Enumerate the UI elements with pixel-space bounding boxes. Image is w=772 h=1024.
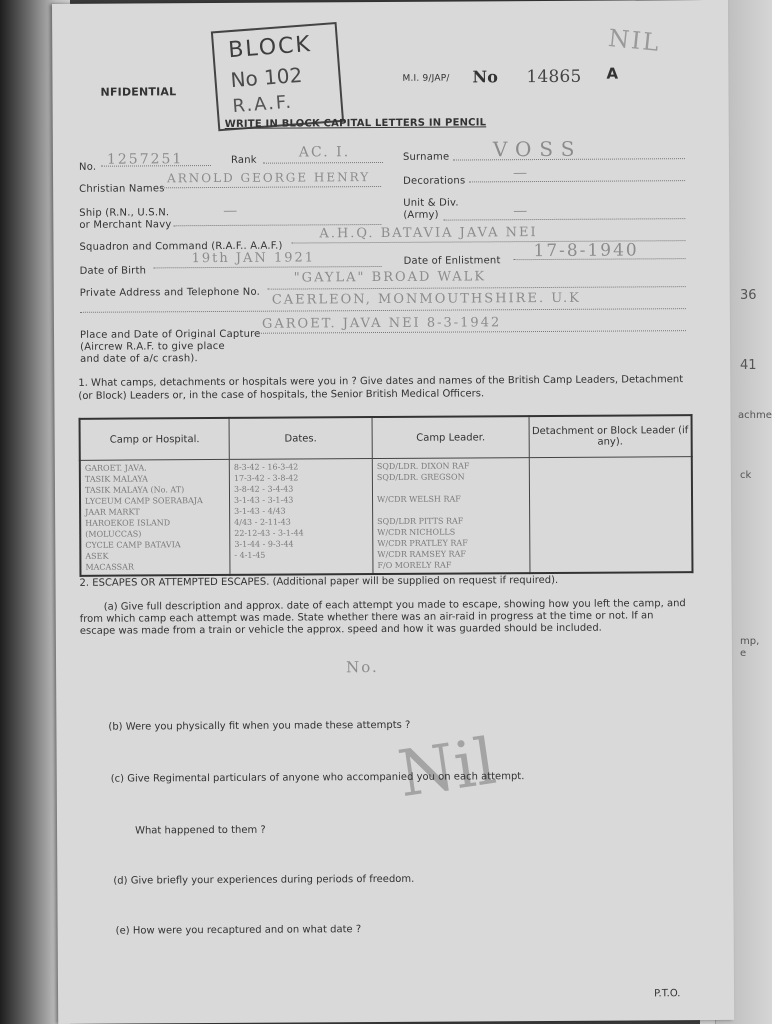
question-2c-follow: What happened to them ? <box>135 824 266 837</box>
dates-cell: 8-3-42 - 16-3-42 17-3-42 - 3-8-42 3-8-42 - 3-4-43 3-1-43 - 3-1-43 3-1-43 - 4/43 4/43 - 2-11-43 22-12-43 - 3-1-44 3-1-44 - 9-3-44 - 4-1-45 <box>229 459 373 575</box>
address-line: CAERLEON, MONMOUTHSHIRE. U.K <box>271 290 581 308</box>
table-header: Camp Leader. <box>372 416 529 458</box>
answer-2c: Nil <box>393 724 501 813</box>
instruction-heading: WRITE IN BLOCK CAPITAL LETTERS IN PENCIL <box>224 117 487 130</box>
field-label: Surname <box>402 151 450 163</box>
field-label: (Army) <box>403 209 439 221</box>
table-header: Detachment or Block Leader (if any). <box>529 415 692 457</box>
question-2e: (e) How were you recaptured and on what date ? <box>115 924 362 937</box>
field-label: Date of Birth <box>79 265 147 277</box>
field-label: No. <box>78 161 97 173</box>
capture-value: GAROET. JAVA NEI 8-3-1942 <box>261 315 502 332</box>
table-header: Camp or Hospital. <box>80 418 230 460</box>
stamp-line: R.A.F. <box>231 91 294 118</box>
decorations-value: — <box>512 165 530 182</box>
field-label: Rank <box>230 154 257 166</box>
service-number: 1257251 <box>106 151 184 168</box>
confidential-label: NFIDENTIAL <box>100 85 177 99</box>
field-label: or Merchant Navy <box>79 219 172 231</box>
side-fragment: e <box>740 648 747 659</box>
enlistment-value: 17-8-1940 <box>533 240 639 262</box>
unit-value: — <box>513 203 530 220</box>
christian-names-value: ARNOLD GEORGE HENRY <box>167 170 371 186</box>
question-2a-cont: escape was made from a train or vehicle the approx. speed and how it was guarded should be included. <box>79 622 602 637</box>
question-1: 1. What camps, detachments or hospitals were you in ? Give dates and names of the British Camp Leaders, Detachment <box>78 374 684 389</box>
squadron-value: A.H.Q. BATAVIA JAVA NEI <box>319 225 538 242</box>
question-2: 2. ESCAPES OR ATTEMPTED ESCAPES. (Additional paper will be supplied on request if required). <box>79 574 559 589</box>
questionnaire-sheet <box>52 0 734 1024</box>
field-label: (Aircrew R.A.F. to give place <box>80 340 225 353</box>
field-label: and date of a/c crash). <box>80 353 198 365</box>
question-2c: (c) Give Regimental particulars of anyone who accompanied you on each attempt. <box>110 771 525 785</box>
field-label: Decorations <box>403 175 466 187</box>
field-label: Unit & Div. <box>403 197 459 209</box>
surname-value: VOSS <box>492 136 583 162</box>
form-suffix: A <box>606 64 619 83</box>
form-ref: M.I. 9/JAP/ <box>402 73 450 84</box>
table-header: Dates. <box>229 417 372 459</box>
corner-note: NIL <box>606 23 662 57</box>
side-fragment: mp, <box>740 636 760 647</box>
field-label: Squadron and Command (R.A.F.. A.A.F.) <box>79 240 283 253</box>
side-fragment: ck <box>740 470 752 481</box>
field-label: Christian Names <box>79 183 165 195</box>
leaders-cell: SQD/LDR. DIXON RAF SQD/LDR. GREGSON W/CDR WELSH RAF SQD/LDR PITTS RAF W/CDR NICHOLLS W/CDR PRATLEY RAF W/CDR RAMSEY RAF F/O MORELY RAF <box>372 458 530 574</box>
detachment-cell <box>529 457 692 573</box>
question-1-cont: (or Block) Leaders or, in the case of hospitals, the Senior British Medical Officers. <box>78 388 485 402</box>
camps-cell: GAROET. JAVA. TASIK MALAYA TASIK MALAYA (No. AT) LYCEUM CAMP SOERABAJA JAAR MARKT HAROEKOE ISLAND (MOLUCCAS) CYCLE CAMP BATAVIA ASEK MACASSAR <box>80 459 230 575</box>
question-2a-cont: from which camp each attempt was made. State whether there was an air-raid in progress at the time or not. If an <box>79 610 654 625</box>
field-label: Date of Enlistment <box>403 255 501 267</box>
side-fragment: achme <box>738 410 772 421</box>
block-stamp <box>211 22 344 131</box>
address-line: "GAYLA" BROAD WALK <box>293 269 487 286</box>
form-number: 14865 <box>526 66 582 88</box>
side-fragment: 41 <box>740 358 757 373</box>
question-2d: (d) Give briefly your experiences during periods of freedom. <box>113 873 415 887</box>
rank-value: AC. I. <box>298 144 351 161</box>
side-fragment: 36 <box>740 288 757 303</box>
answer-2a: No. <box>346 658 379 677</box>
field-label: Ship (R.N., U.S.N. <box>79 207 170 219</box>
please-turn-over: P.T.O. <box>654 988 681 1000</box>
stamp-line: BLOCK <box>227 31 313 64</box>
date-of-birth-value: 19th JAN 1921 <box>191 250 316 267</box>
question-2b: (b) Were you physically fit when you made these attempts ? <box>108 719 411 733</box>
question-2a: (a) Give full description and approx. date of each attempt you made to escape, showing how you left the camp, and <box>103 598 686 613</box>
stamp-line: No 102 <box>229 62 304 93</box>
field-label: Private Address and Telephone No. <box>79 286 261 299</box>
ship-value: — <box>223 202 240 219</box>
number-label: No <box>472 67 499 87</box>
field-label: Place and Date of Original Capture <box>79 328 261 341</box>
camps-table <box>79 414 694 577</box>
